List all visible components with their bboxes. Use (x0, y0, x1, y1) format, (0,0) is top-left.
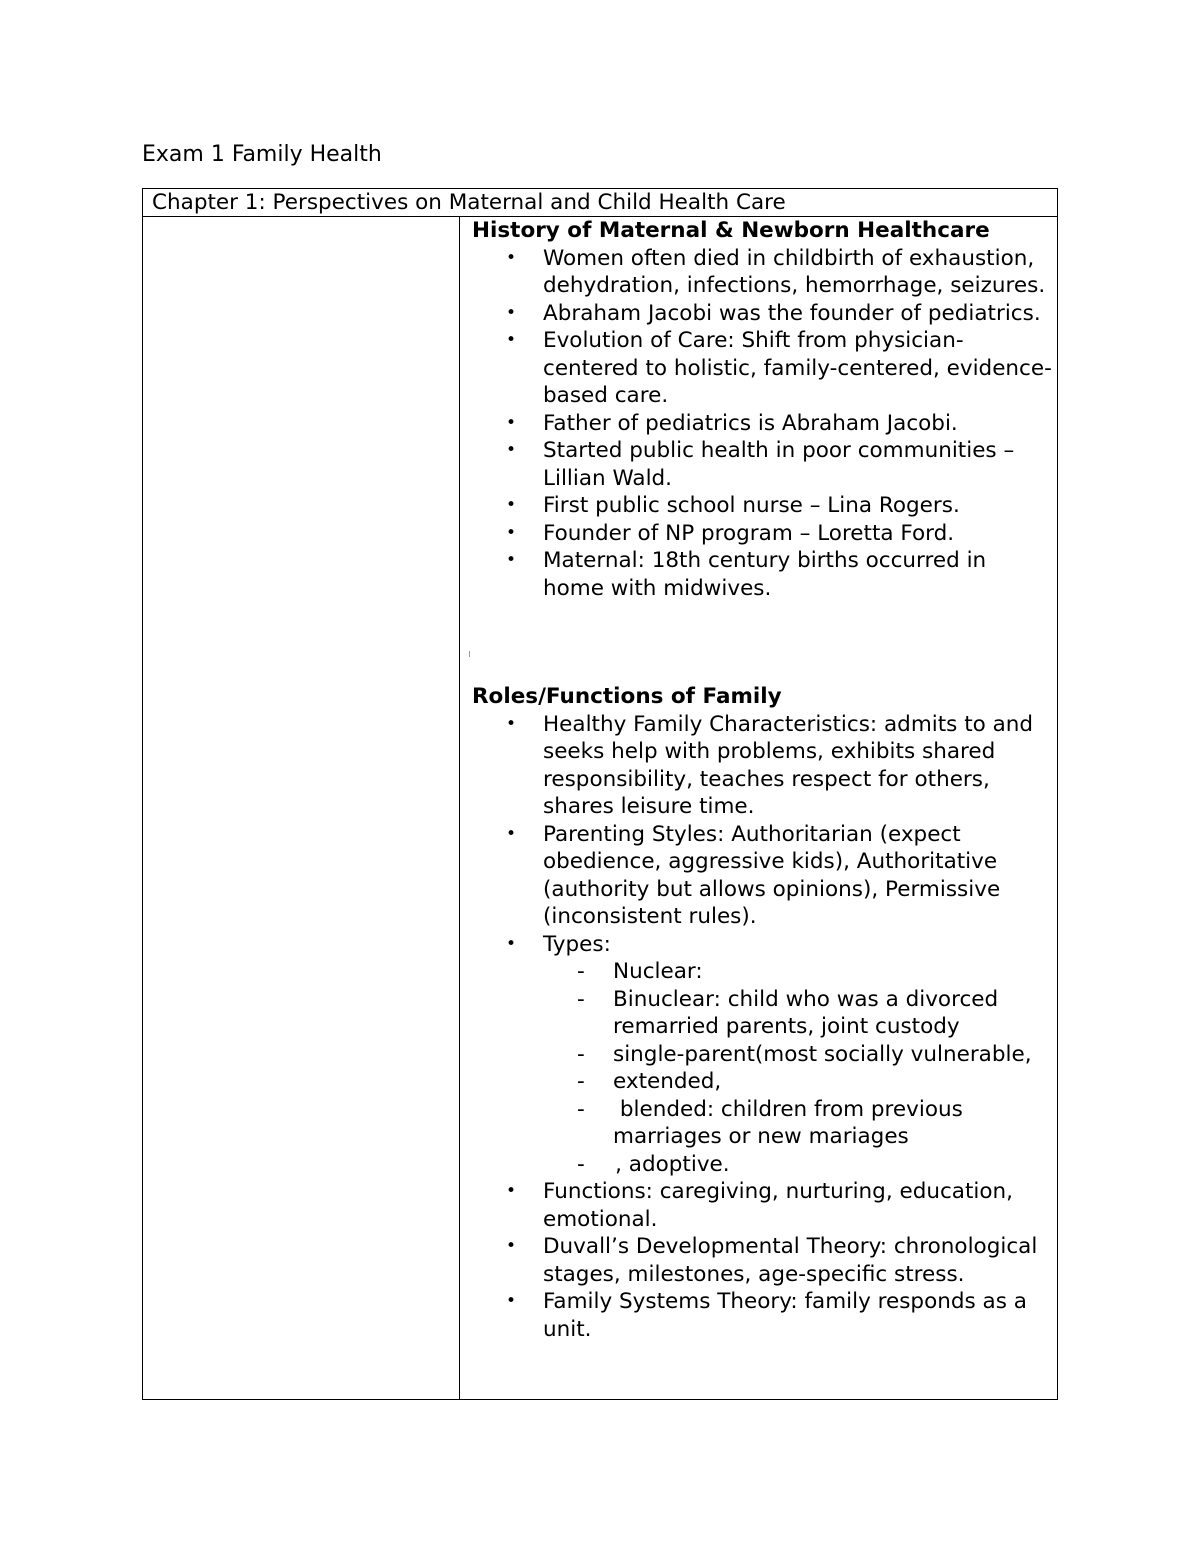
bullet-text: Family Systems Theory: family responds as a unit. (543, 1289, 1027, 1342)
bullet-text: Duvall’s Developmental Theory: chronological stages, milestones, age-specific stress. (543, 1234, 1038, 1287)
bullet-list (472, 245, 1053, 603)
notes-content-cell (461, 217, 1057, 1399)
bullet-icon: • (506, 1291, 517, 1311)
bullet-icon: • (506, 440, 517, 460)
bullet-item (472, 300, 1053, 328)
bullet-icon: • (506, 495, 517, 515)
family-types-list (472, 958, 1053, 1178)
bullet-text: Types: (543, 931, 611, 957)
chapter-title: Chapter 1: Perspectives on Maternal and Child Health Care (152, 190, 786, 215)
sub-item-text: Binuclear: child who was a divorced remarried parents, joint custody (613, 986, 999, 1039)
dash-icon: - (577, 986, 585, 1012)
bullet-icon: • (506, 522, 517, 543)
bullet-item (472, 1233, 1053, 1288)
bullet-text: Father of pediatrics is Abraham Jacobi. (543, 410, 958, 436)
sub-list-item (472, 1151, 1053, 1179)
bullet-item (472, 327, 1053, 410)
bullet-list (472, 711, 1053, 1344)
bullet-icon: • (506, 247, 517, 268)
sub-list-item (472, 958, 1053, 986)
bullet-item (472, 821, 1053, 931)
bullet-icon: • (506, 823, 517, 844)
bullet-text: Started public health in poor communities – Lillian Wald. (543, 438, 1015, 491)
section-history (472, 217, 1053, 602)
sub-item-text: extended, (613, 1069, 722, 1094)
bullet-text: Evolution of Care: Shift from physician-centered to holistic, family-centered, evidence-based care. (543, 328, 1052, 408)
bullet-item (472, 410, 1053, 438)
section-roles-functions (472, 683, 1053, 1343)
section-heading: Roles/Functions of Family (472, 684, 782, 709)
dash-icon: - (577, 1041, 585, 1067)
sub-item-text: single-parent(most socially vulnerable, (613, 1041, 1032, 1067)
empty-left-cell (143, 217, 460, 1399)
bullet-item (472, 1288, 1053, 1343)
bullet-icon: • (506, 550, 517, 570)
bullet-text: First public school nurse – Lina Rogers. (543, 493, 960, 518)
bullet-icon: • (506, 330, 517, 350)
bullet-text: Parenting Styles: Authoritarian (expect obedience, aggressive kids), Authoritative (authority but allows opinions), Permissive (inconsistent rules). (543, 821, 1001, 929)
dash-icon: - (577, 1069, 585, 1094)
section-heading: History of Maternal & Newborn Healthcare (472, 218, 990, 243)
bullet-item (472, 245, 1053, 300)
bullet-icon: • (506, 933, 517, 954)
sub-list-item (472, 986, 1053, 1041)
sub-list-item (472, 1068, 1053, 1096)
stray-mark (469, 651, 470, 657)
sub-item-text: blended: children from previous marriages or new mariages (613, 1096, 970, 1149)
dash-icon: - (577, 959, 585, 984)
bullet-item (472, 931, 1053, 1179)
bullet-icon: • (506, 412, 517, 433)
dash-icon: - (577, 1151, 585, 1177)
bullet-item (472, 520, 1053, 548)
dash-icon: - (577, 1096, 585, 1122)
sub-list-item (472, 1041, 1053, 1069)
bullet-item (472, 547, 1053, 602)
sub-list-item (472, 1096, 1053, 1151)
bullet-item (472, 711, 1053, 821)
bullet-text: Founder of NP program – Loretta Ford. (543, 520, 955, 546)
sub-item-text: Nuclear: (613, 959, 703, 984)
bullet-item (472, 437, 1053, 492)
bullet-text: Women often died in childbirth of exhaustion, dehydration, infections, hemorrhage, seizures. (543, 245, 1046, 298)
notes-table (142, 188, 1058, 1400)
bullet-icon: • (506, 1236, 517, 1256)
chapter-header-row (143, 189, 1057, 217)
sub-item-text: , adoptive. (615, 1151, 730, 1177)
bullet-item (472, 492, 1053, 520)
bullet-icon: • (506, 302, 517, 323)
bullet-icon: • (506, 1181, 517, 1201)
bullet-item (472, 1178, 1053, 1233)
document-title: Exam 1 Family Health (142, 142, 382, 167)
bullet-text: Abraham Jacobi was the founder of pediatrics. (543, 300, 1041, 326)
bullet-icon: • (506, 713, 517, 734)
bullet-text: Healthy Family Characteristics: admits to and seeks help with problems, exhibits shared responsibility, teaches respect for others, shares leisure time. (543, 711, 1034, 819)
bullet-text: Maternal: 18th century births occurred in home with midwives. (543, 548, 987, 601)
bullet-text: Functions: caregiving, nurturing, education, emotional. (543, 1179, 1013, 1232)
